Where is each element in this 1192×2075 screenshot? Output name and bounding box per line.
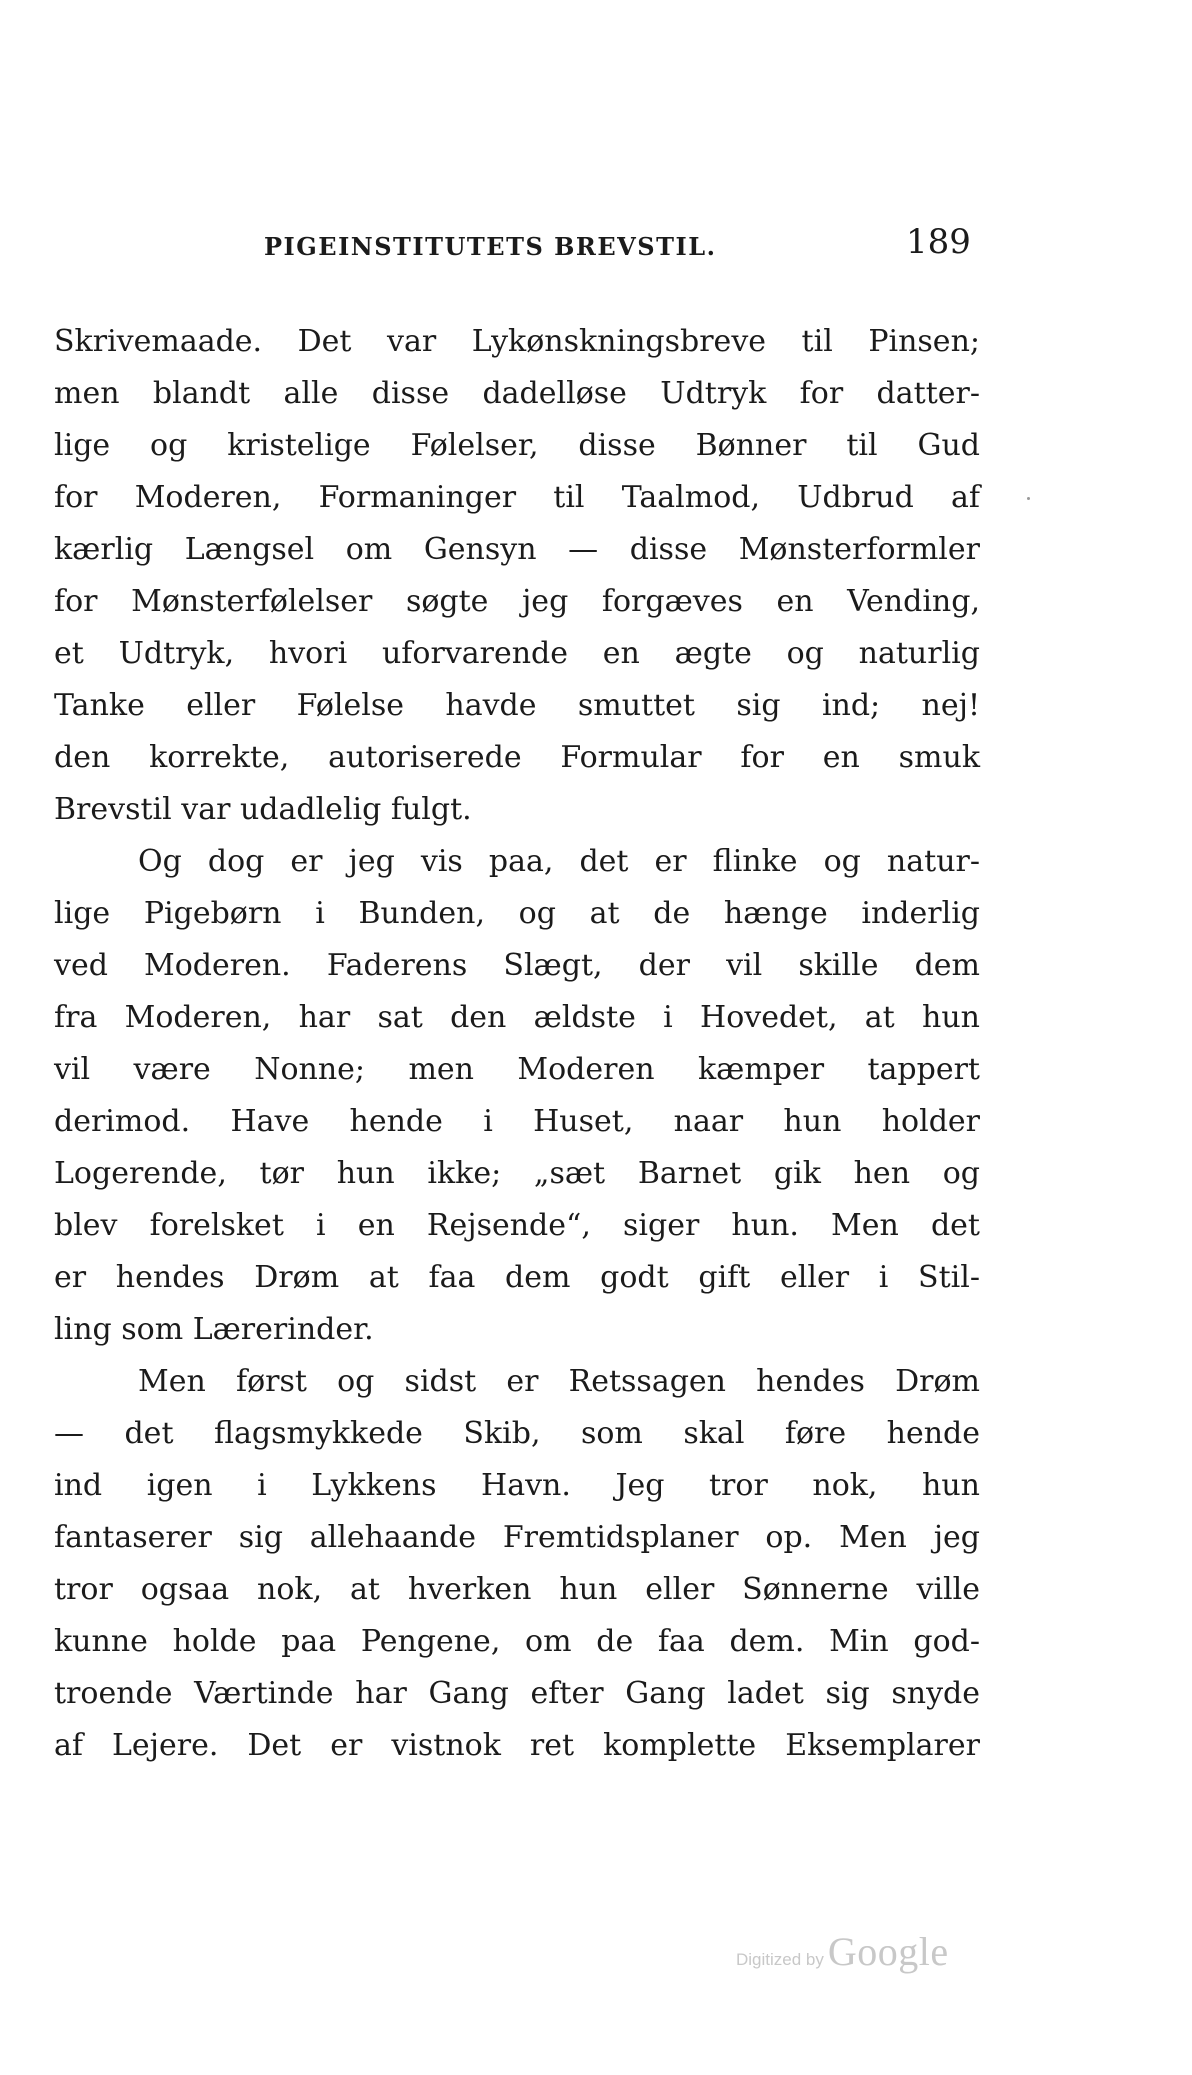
text-line: et Udtryk, hvori uforvarende en ægte og naturlig — [54, 636, 980, 671]
body-text — [54, 316, 980, 1772]
text-line: tror ogsaa nok, at hverken hun eller Sønnerne ville — [54, 1572, 980, 1607]
watermark-logo: Google — [827, 1929, 949, 1974]
running-title: PIGEINSTITUTETS BREVSTIL. — [264, 232, 717, 261]
text-line: kunne holde paa Pengene, om de faa dem. Min god- — [54, 1624, 980, 1659]
text-line: troende Værtinde har Gang efter Gang ladet sig snyde — [54, 1676, 980, 1711]
text-line: for Moderen, Formaninger til Taalmod, Udbrud af — [54, 480, 980, 515]
text-line: den korrekte, autoriserede Formular for en smuk — [54, 740, 980, 775]
digitized-watermark — [736, 1928, 949, 1975]
text-line: Logerende, tør hun ikke; „sæt Barnet gik hen og — [54, 1156, 980, 1191]
text-line: Skrivemaade. Det var Lykønskningsbreve til Pinsen; — [54, 324, 980, 359]
text-line: ind igen i Lykkens Havn. Jeg tror nok, hun — [54, 1468, 980, 1503]
text-line: af Lejere. Det er vistnok ret komplette Eksemplarer — [54, 1728, 980, 1763]
text-line: kærlig Længsel om Gensyn — disse Mønsterformler — [54, 532, 980, 567]
margin-speck — [1027, 497, 1030, 500]
text-line: Men først og sidst er Retssagen hendes Drøm — [138, 1364, 980, 1399]
watermark-prefix: Digitized by — [736, 1950, 824, 1969]
text-line: fantaserer sig allehaande Fremtidsplaner op. Men jeg — [54, 1520, 980, 1555]
text-line: Brevstil var udadlelig fulgt. — [54, 792, 472, 827]
text-line: Og dog er jeg vis paa, det er flinke og natur- — [138, 844, 980, 879]
text-line: ling som Lærerinder. — [54, 1312, 374, 1347]
text-line: derimod. Have hende i Huset, naar hun holder — [54, 1104, 980, 1139]
text-line: ved Moderen. Faderens Slægt, der vil skille dem — [54, 948, 980, 983]
text-line: men blandt alle disse dadelløse Udtryk for datter- — [54, 376, 980, 411]
text-line: blev forelsket i en Rejsende“, siger hun. Men det — [54, 1208, 980, 1243]
text-line: — det flagsmykkede Skib, som skal føre hende — [54, 1416, 980, 1451]
page-number: 189 — [906, 222, 971, 262]
text-line: fra Moderen, har sat den ældste i Hovedet, at hun — [54, 1000, 980, 1035]
text-line: lige Pigebørn i Bunden, og at de hænge inderlig — [54, 896, 980, 931]
text-line: vil være Nonne; men Moderen kæmper tappert — [54, 1052, 980, 1087]
text-line: lige og kristelige Følelser, disse Bønner til Gud — [54, 428, 980, 463]
text-line: Tanke eller Følelse havde smuttet sig ind; nej! — [54, 688, 980, 723]
text-line: for Mønsterfølelser søgte jeg forgæves en Vending, — [54, 584, 980, 619]
text-line: er hendes Drøm at faa dem godt gift eller i Stil- — [54, 1260, 980, 1295]
